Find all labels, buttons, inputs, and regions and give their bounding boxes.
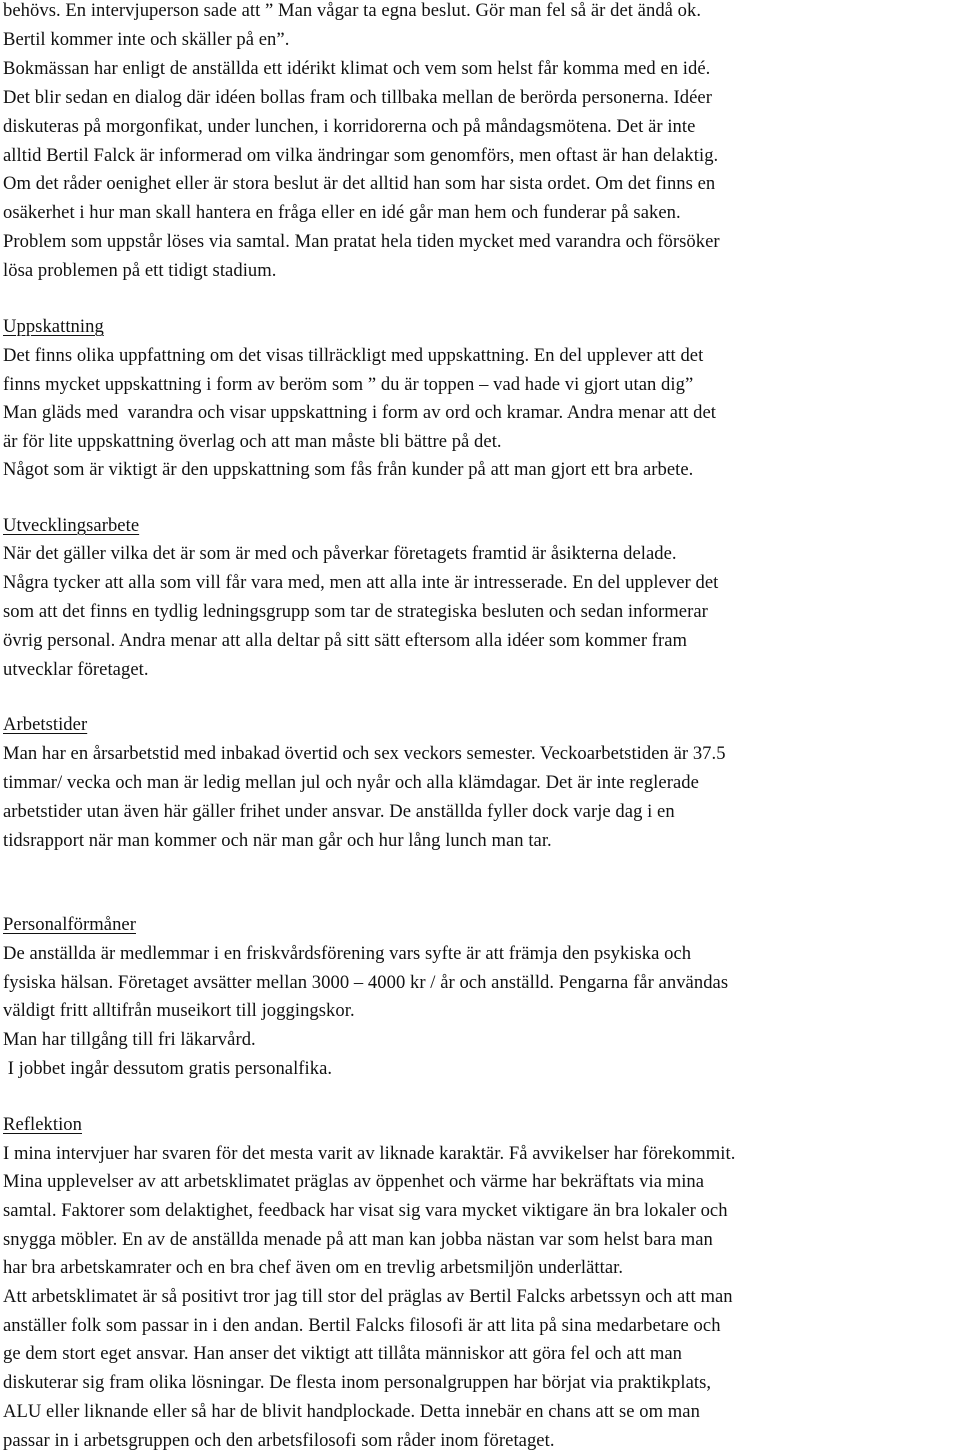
text-line: fysiska hälsan. Företaget avsätter mellan 3000 – 4000 kr / år och anställd. Pengarna får användas <box>3 972 729 993</box>
text-line: I jobbet ingår dessutom gratis personalfika. <box>3 1058 333 1079</box>
section-heading: Arbetstider <box>3 714 88 735</box>
text-line: utvecklar företaget. <box>3 659 149 680</box>
text-line: ge dem stort eget ansvar. Han anser det viktigt att tillåta människor att göra fel och att man <box>3 1343 683 1364</box>
text-line: väldigt fritt alltifrån museikort till joggingskor. <box>3 1000 355 1021</box>
text-line: osäkerhet i hur man skall hantera en fråga eller en idé går man hem och funderar på saken. <box>3 202 681 223</box>
text-line: Om det råder oenighet eller är stora beslut är det alltid han som har sista ordet. Om det finns en <box>3 173 716 194</box>
text-line: ALU eller liknande eller så har de blivit handplockade. Detta innebär en chans att se om man <box>3 1401 700 1422</box>
text-line: behövs. En intervjuperson sade att ” Man vågar ta egna beslut. Gör man fel så är det ändå ok. <box>3 0 702 21</box>
text-line: finns mycket uppskattning i form av beröm som ” du är toppen – vad hade vi gjort utan dig” <box>3 374 694 395</box>
text-line: lösa problemen på ett tidigt stadium. <box>3 260 277 281</box>
text-line: I mina intervjuer har svaren för det mesta varit av liknade karaktär. Få avvikelser har förekommit. <box>3 1143 736 1164</box>
text-line: Några tycker att alla som vill får vara med, men att alla inte är intresserade. En del upplever det <box>3 572 719 593</box>
text-line: övrig personal. Andra menar att alla deltar på sitt sätt eftersom alla idéer som kommer fram <box>3 630 688 651</box>
text-line: Man gläds med varandra och visar uppskattning i form av ord och kramar. Andra menar att det <box>3 402 717 423</box>
text-line: Problem som uppstår löses via samtal. Man pratat hela tiden mycket med varandra och försöker <box>3 231 720 252</box>
text-line: diskuterar sig fram olika lösningar. De flesta inom personalgruppen har börjat via praktikplats, <box>3 1372 712 1393</box>
text-line: arbetstider utan även här gäller frihet under ansvar. De anställda fyller dock varje dag i en <box>3 801 675 822</box>
text-line: Något som är viktigt är den uppskattning som fås från kunder på att man gjort ett bra arbete. <box>3 459 694 480</box>
text-line: diskuteras på morgonfikat, under lunchen, i korridorerna och på måndagsmötena. Det är inte <box>3 116 696 137</box>
text-line: Det blir sedan en dialog där idéen bollas fram och tillbaka mellan de berörda personerna. Idéer <box>3 87 712 108</box>
text-line: snygga möbler. En av de anställda menade på att man kan jobba nästan var som helst bara man <box>3 1229 713 1250</box>
section-heading: Utvecklingsarbete <box>3 515 140 536</box>
text-line: tidsrapport när man kommer och när man går och hur lång lunch man tar. <box>3 830 552 851</box>
text-line: passar in i arbetsgruppen och den arbetsfilosofi som råder inom företaget. <box>3 1430 555 1451</box>
section-heading: Uppskattning <box>3 316 104 337</box>
text-line: är för lite uppskattning överlag och att man måste bli bättre på det. <box>3 431 502 452</box>
text-line: Man har tillgång till fri läkarvård. <box>3 1029 256 1050</box>
text-line: som att det finns en tydlig ledningsgrupp som tar de strategiska besluten och sedan informerar <box>3 601 708 622</box>
section-heading: Personalförmåner <box>3 914 136 935</box>
text-line: samtal. Faktorer som delaktighet, feedback har visat sig vara mycket viktigare än bra lokaler och <box>3 1200 728 1221</box>
text-line: Bokmässan har enligt de anställda ett idérikt klimat och vem som helst får komma med en idé. <box>3 58 711 79</box>
text-line: De anställda är medlemmar i en friskvårdsförening vars syfte är att främja den psykiska och <box>3 943 692 964</box>
text-line: anställer folk som passar in i den andan. Bertil Falcks filosofi är att lita på sina medarbetare och <box>3 1315 721 1336</box>
section-heading: Reflektion <box>3 1114 82 1135</box>
text-line: Det finns olika uppfattning om det visas tillräckligt med uppskattning. En del upplever att det <box>3 345 704 366</box>
text-line: Att arbetsklimatet är så positivt tror jag till stor del präglas av Bertil Falcks arbetssyn och att man <box>3 1286 733 1307</box>
text-line: har bra arbetskamrater och en bra chef även om en trevlig arbetsmiljön underlättar. <box>3 1257 624 1278</box>
text-line: Man har en årsarbetstid med inbakad övertid och sex veckors semester. Veckoarbetstiden är 37.5 <box>3 743 726 764</box>
text-line: Mina upplevelser av att arbetsklimatet präglas av öppenhet och värme har bekräftats via mina <box>3 1171 705 1192</box>
text-line: alltid Bertil Falck är informerad om vilka ändringar som genomförs, men oftast är han delaktig. <box>3 145 719 166</box>
text-line: När det gäller vilka det är som är med och påverkar företagets framtid är åsikterna delade. <box>3 543 677 564</box>
text-line: timmar/ vecka och man är ledig mellan jul och nyår och alla klämdagar. Det är inte reglerade <box>3 772 699 793</box>
text-line: Bertil kommer inte och skäller på en”. <box>3 29 290 50</box>
